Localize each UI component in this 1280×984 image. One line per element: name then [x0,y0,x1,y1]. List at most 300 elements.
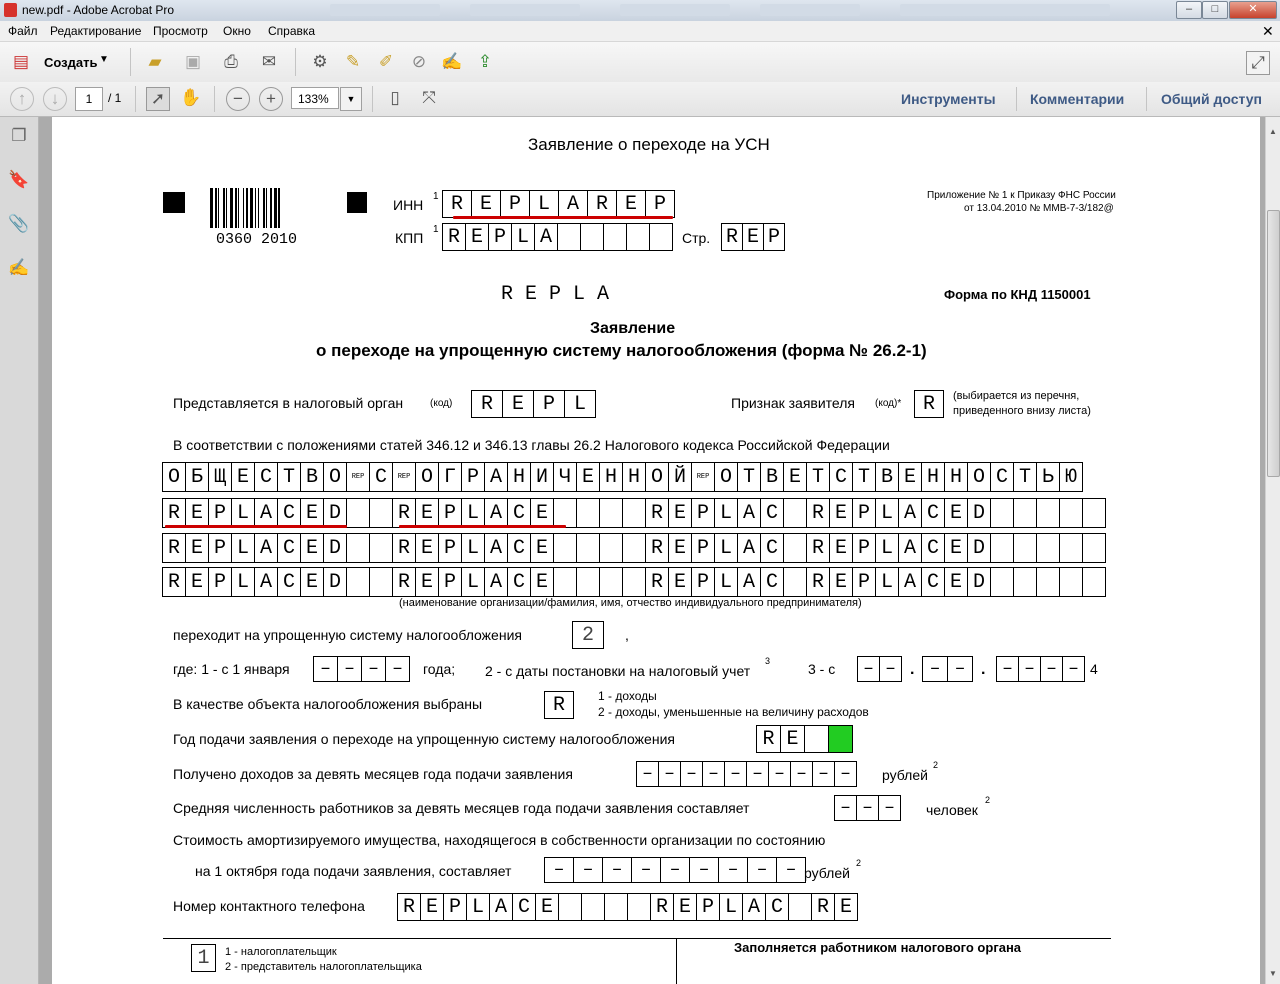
form-cell[interactable]: P [696,893,720,921]
minimize-button[interactable]: – [1176,1,1202,19]
form-cell[interactable] [1059,533,1083,563]
form-cell[interactable]: A [254,498,278,528]
org-name-row-1[interactable] [163,462,1083,492]
form-cell[interactable] [553,498,577,528]
form-cell[interactable]: – [631,857,661,883]
form-cell[interactable]: – [724,761,747,787]
form-cell[interactable]: E [834,893,858,921]
share-panel-button[interactable]: Общий доступ [1161,91,1262,107]
form-cell[interactable]: C [277,498,301,528]
form-cell[interactable]: Г [438,462,462,492]
page-number-input[interactable]: 1 [75,87,103,111]
form-cell[interactable]: О [162,462,186,492]
form-cell[interactable] [581,893,605,921]
transition-field[interactable]: 2 [572,621,604,649]
form-cell[interactable]: E [471,190,501,218]
form-cell[interactable]: R [587,190,617,218]
form-cell[interactable]: E [829,498,853,528]
form-cell[interactable] [553,533,577,563]
form-cell[interactable]: L [231,498,255,528]
form-cell[interactable]: Р [461,462,485,492]
form-cell[interactable]: Н [599,462,623,492]
form-cell[interactable]: – [1062,656,1085,682]
form-cell[interactable]: P [443,893,467,921]
form-cell[interactable]: E [535,893,559,921]
form-cell[interactable]: – [879,656,902,682]
form-cell[interactable]: Щ [208,462,232,492]
form-cell[interactable] [627,893,651,921]
tools-panel-button[interactable]: Инструменты [901,91,996,107]
form-cell[interactable]: R [392,567,416,597]
form-cell[interactable]: A [898,533,922,563]
form-cell[interactable]: R [806,498,830,528]
form-cell[interactable]: С [369,462,393,492]
scroll-down-icon[interactable]: ▼ [1269,969,1277,978]
form-cell[interactable]: C [921,567,945,597]
menu-window[interactable]: Окно [223,24,251,38]
form-cell[interactable]: E [530,533,554,563]
form-cell[interactable]: P [691,498,715,528]
form-cell[interactable]: D [967,567,991,597]
form-cell[interactable]: – [313,656,338,682]
form-cell[interactable]: А [484,462,508,492]
form-cell[interactable] [369,567,393,597]
form-cell[interactable]: C [277,567,301,597]
form-cell[interactable]: Т [806,462,830,492]
zoom-input[interactable]: 133% [291,87,339,109]
form-cell[interactable]: P [763,223,785,251]
form-cell[interactable] [622,533,646,563]
form-cell[interactable]: – [337,656,362,682]
form-cell[interactable]: – [1018,656,1041,682]
form-cell[interactable]: C [760,567,784,597]
form-cell[interactable]: E [415,567,439,597]
assets-value-field[interactable] [545,857,806,883]
form-cell[interactable]: Е [783,462,807,492]
year-filing-field[interactable] [757,725,853,753]
form-cell[interactable]: – [385,656,410,682]
form-cell[interactable]: E [300,498,324,528]
form-cell[interactable]: Б [185,462,209,492]
form-cell[interactable] [557,223,581,251]
form-cell[interactable]: E [465,223,489,251]
highlight-icon[interactable]: ✐ [378,52,394,71]
form-cell[interactable]: E [944,533,968,563]
form-cell[interactable]: R [162,533,186,563]
next-page-icon[interactable]: ↓ [43,87,67,111]
form-cell[interactable]: R [442,190,472,218]
form-cell[interactable]: Т [737,462,761,492]
form-cell[interactable]: P [438,533,462,563]
form-cell[interactable]: L [461,498,485,528]
form-cell[interactable]: – [768,761,791,787]
form-cell[interactable]: P [852,533,876,563]
form-cell[interactable]: D [967,533,991,563]
form-cell[interactable]: D [967,498,991,528]
form-cell[interactable]: REP [392,462,416,492]
form-cell[interactable]: E [530,567,554,597]
form-cell[interactable]: – [658,761,681,787]
form-cell[interactable] [828,725,853,753]
form-cell[interactable]: R [811,893,835,921]
form-cell[interactable]: Е [231,462,255,492]
form-cell[interactable]: C [760,498,784,528]
form-cell[interactable]: R [471,390,503,418]
form-cell[interactable]: A [489,893,513,921]
form-cell[interactable]: – [680,761,703,787]
form-cell[interactable]: E [300,567,324,597]
form-cell[interactable]: – [689,857,719,883]
form-cell[interactable] [1082,498,1106,528]
form-cell[interactable]: О [645,462,669,492]
form-cell[interactable]: – [922,656,948,682]
form-cell[interactable]: – [996,656,1019,682]
close-button[interactable]: ✕ [1229,1,1277,19]
form-cell[interactable]: – [834,761,857,787]
comment-icon[interactable]: ✎ [345,52,361,71]
form-cell[interactable] [1082,567,1106,597]
page-thumbnails-icon[interactable]: ❐ [11,126,27,145]
form-cell[interactable]: – [790,761,813,787]
fit-page-icon[interactable]: ▯ [390,88,400,107]
fit-width-icon[interactable]: ⤧ [422,88,436,107]
tax-organ-code-field[interactable] [472,390,596,418]
signer-field[interactable]: 1 [191,944,216,972]
form-cell[interactable]: И [530,462,554,492]
form-cell[interactable]: – [947,656,973,682]
form-cell[interactable]: C [765,893,789,921]
form-cell[interactable]: P [691,567,715,597]
form-cell[interactable]: E [420,893,444,921]
form-cell[interactable]: C [507,533,531,563]
form-cell[interactable] [599,533,623,563]
form-cell[interactable]: L [875,567,899,597]
form-cell[interactable]: L [461,533,485,563]
form-cell[interactable]: В [300,462,324,492]
form-cell[interactable]: L [714,498,738,528]
menu-help[interactable]: Справка [268,24,316,38]
form-cell[interactable]: R [392,533,416,563]
form-cell[interactable]: R [645,498,669,528]
inn-field[interactable] [443,190,675,218]
form-cell[interactable]: – [834,795,857,821]
form-cell[interactable]: A [898,498,922,528]
form-cell[interactable]: A [484,533,508,563]
form-cell[interactable]: D [323,533,347,563]
email-icon[interactable]: ✉ [261,52,277,71]
form-cell[interactable]: О [415,462,439,492]
form-cell[interactable]: L [719,893,743,921]
form-cell[interactable]: – [702,761,725,787]
form-cell[interactable]: R [442,223,466,251]
print-icon[interactable]: ⎙ [224,52,238,71]
form-cell[interactable]: P [488,223,512,251]
form-cell[interactable]: Ю [1059,462,1083,492]
form-cell[interactable]: E [185,567,209,597]
form-cell[interactable] [788,893,812,921]
form-cell[interactable]: A [254,567,278,597]
sign-icon[interactable]: ✍ [441,52,463,71]
form-cell[interactable]: A [254,533,278,563]
create-button[interactable]: Создать [44,55,98,70]
form-cell[interactable]: Й [668,462,692,492]
form-cell[interactable]: E [780,725,805,753]
form-cell[interactable]: – [776,857,806,883]
form-cell[interactable]: P [438,498,462,528]
year-field[interactable] [314,656,410,682]
form-cell[interactable]: С [254,462,278,492]
menu-view[interactable]: Просмотр [153,24,208,38]
maximize-button[interactable]: □ [1202,1,1228,19]
form-cell[interactable]: E [185,533,209,563]
open-folder-icon[interactable]: ▰ [148,52,162,71]
date-month-field[interactable] [923,656,973,682]
form-cell[interactable]: L [511,223,535,251]
kpp-field[interactable] [443,223,673,251]
form-cell[interactable]: A [737,567,761,597]
form-cell[interactable]: R [392,498,416,528]
form-cell[interactable]: – [602,857,632,883]
form-cell[interactable]: E [616,190,646,218]
form-cell[interactable]: – [857,656,880,682]
form-cell[interactable]: – [878,795,901,821]
form-cell[interactable] [599,567,623,597]
form-cell[interactable] [346,567,370,597]
form-cell[interactable]: L [875,533,899,563]
form-cell[interactable] [369,533,393,563]
form-cell[interactable] [622,567,646,597]
form-cell[interactable]: E [668,498,692,528]
form-cell[interactable]: E [829,533,853,563]
form-cell[interactable]: L [714,567,738,597]
page-field[interactable] [722,223,785,251]
form-cell[interactable]: R [645,567,669,597]
form-cell[interactable]: – [1040,656,1063,682]
form-cell[interactable]: REP [691,462,715,492]
form-cell[interactable]: E [673,893,697,921]
bookmarks-icon[interactable]: 🔖 [8,170,30,189]
form-cell[interactable]: L [875,498,899,528]
form-cell[interactable]: C [277,533,301,563]
form-cell[interactable]: R [806,567,830,597]
form-cell[interactable]: P [208,533,232,563]
form-cell[interactable] [1059,498,1083,528]
form-cell[interactable] [1013,533,1037,563]
form-cell[interactable]: L [231,533,255,563]
form-cell[interactable]: L [714,533,738,563]
form-cell[interactable] [346,498,370,528]
form-cell[interactable]: Н [622,462,646,492]
form-cell[interactable]: – [361,656,386,682]
form-cell[interactable]: Ь [1036,462,1060,492]
form-cell[interactable]: A [558,190,588,218]
form-cell[interactable]: R [397,893,421,921]
form-cell[interactable] [1082,533,1106,563]
form-cell[interactable] [576,498,600,528]
scrollbar-thumb[interactable] [1267,210,1280,477]
form-cell[interactable]: A [534,223,558,251]
menu-edit[interactable]: Редактирование [50,24,142,38]
form-cell[interactable]: – [747,857,777,883]
form-cell[interactable]: Н [507,462,531,492]
form-cell[interactable]: A [742,893,766,921]
form-cell[interactable] [990,567,1014,597]
redact-icon[interactable]: ⊘ [411,52,427,71]
form-cell[interactable]: R [162,498,186,528]
form-cell[interactable] [649,223,673,251]
form-cell[interactable]: A [737,533,761,563]
form-cell[interactable] [1036,567,1060,597]
zoom-in-icon[interactable]: + [259,87,283,111]
comments-panel-button[interactable]: Комментарии [1030,91,1125,107]
form-cell[interactable]: – [856,795,879,821]
org-name-row-2[interactable] [163,498,1106,528]
form-cell[interactable]: В [875,462,899,492]
form-cell[interactable]: – [812,761,835,787]
form-cell[interactable] [599,498,623,528]
form-cell[interactable]: Т [852,462,876,492]
form-cell[interactable] [369,498,393,528]
form-cell[interactable]: P [438,567,462,597]
form-cell[interactable]: E [944,567,968,597]
form-cell[interactable] [553,567,577,597]
menu-file[interactable]: Файл [8,24,38,38]
form-cell[interactable]: C [512,893,536,921]
org-name-row-3[interactable] [163,533,1106,563]
form-cell[interactable]: C [507,498,531,528]
zoom-out-icon[interactable]: − [226,87,250,111]
signatures-icon[interactable]: ✍ [8,258,30,277]
form-cell[interactable]: P [208,498,232,528]
form-cell[interactable]: D [323,567,347,597]
form-cell[interactable]: С [829,462,853,492]
applicant-sign-field[interactable]: R [914,390,944,418]
form-cell[interactable]: E [530,498,554,528]
form-cell[interactable]: E [300,533,324,563]
form-cell[interactable] [558,893,582,921]
form-cell[interactable]: R [756,725,781,753]
save-icon[interactable]: ▣ [184,52,202,71]
form-cell[interactable] [990,533,1014,563]
form-cell[interactable]: E [502,390,534,418]
form-cell[interactable]: E [742,223,764,251]
select-cursor-icon[interactable]: ➚ [146,87,170,111]
form-cell[interactable]: P [500,190,530,218]
form-cell[interactable]: E [668,533,692,563]
form-cell[interactable]: C [760,533,784,563]
scroll-up-icon[interactable]: ▲ [1269,127,1277,136]
form-cell[interactable]: О [967,462,991,492]
expand-icon[interactable]: ⤢ [1246,51,1270,75]
form-cell[interactable]: C [921,498,945,528]
form-cell[interactable] [576,533,600,563]
form-cell[interactable]: Ч [553,462,577,492]
form-cell[interactable] [783,533,807,563]
form-cell[interactable]: P [208,567,232,597]
form-cell[interactable]: E [415,533,439,563]
form-cell[interactable]: Н [921,462,945,492]
form-cell[interactable]: E [415,498,439,528]
form-cell[interactable] [1013,567,1037,597]
form-cell[interactable] [1036,498,1060,528]
form-cell[interactable] [1013,498,1037,528]
form-cell[interactable] [580,223,604,251]
phone-field[interactable] [398,893,858,921]
income-field[interactable] [637,761,857,787]
attachments-icon[interactable]: 📎 [8,214,30,233]
form-cell[interactable]: Е [576,462,600,492]
form-cell[interactable] [346,533,370,563]
form-cell[interactable] [990,498,1014,528]
form-cell[interactable]: D [323,498,347,528]
object-field[interactable]: R [544,691,574,719]
export-icon[interactable]: ⇪ [477,52,493,71]
chevron-down-icon[interactable]: ▼ [99,54,109,65]
close-doc-icon[interactable]: ✕ [1262,23,1274,39]
date-year-field[interactable] [997,656,1085,682]
form-cell[interactable]: A [737,498,761,528]
form-cell[interactable]: С [990,462,1014,492]
form-cell[interactable]: – [718,857,748,883]
form-cell[interactable]: E [185,498,209,528]
prev-page-icon[interactable]: ↑ [10,87,34,111]
form-cell[interactable]: R [721,223,743,251]
form-cell[interactable] [603,223,627,251]
form-cell[interactable]: – [660,857,690,883]
form-cell[interactable]: R [806,533,830,563]
gear-icon[interactable]: ⚙ [312,52,328,71]
form-cell[interactable] [1036,533,1060,563]
form-cell[interactable]: Т [277,462,301,492]
form-cell[interactable] [1059,567,1083,597]
form-cell[interactable]: Е [898,462,922,492]
form-cell[interactable]: C [921,533,945,563]
date-day-field[interactable] [858,656,902,682]
form-cell[interactable]: P [852,498,876,528]
form-cell[interactable]: L [564,390,596,418]
form-cell[interactable]: E [668,567,692,597]
form-cell[interactable]: Н [944,462,968,492]
form-cell[interactable]: L [231,567,255,597]
form-cell[interactable]: L [466,893,490,921]
form-cell[interactable] [804,725,829,753]
form-cell[interactable]: О [323,462,347,492]
form-cell[interactable]: R [650,893,674,921]
form-cell[interactable]: L [461,567,485,597]
form-cell[interactable] [783,567,807,597]
form-cell[interactable] [604,893,628,921]
form-cell[interactable]: A [484,567,508,597]
form-cell[interactable]: О [714,462,738,492]
form-cell[interactable]: C [507,567,531,597]
form-cell[interactable]: – [636,761,659,787]
form-cell[interactable]: P [533,390,565,418]
form-cell[interactable]: – [573,857,603,883]
org-name-row-4[interactable] [163,567,1106,597]
form-cell[interactable]: P [645,190,675,218]
form-cell[interactable]: – [746,761,769,787]
zoom-dropdown-icon[interactable]: ▼ [340,87,362,111]
form-cell[interactable]: E [829,567,853,597]
hand-tool-icon[interactable]: ✋ [180,88,202,107]
form-cell[interactable]: E [944,498,968,528]
form-cell[interactable] [783,498,807,528]
form-cell[interactable]: REP [346,462,370,492]
form-cell[interactable]: P [691,533,715,563]
form-cell[interactable] [576,567,600,597]
form-cell[interactable]: Т [1013,462,1037,492]
form-cell[interactable]: A [484,498,508,528]
